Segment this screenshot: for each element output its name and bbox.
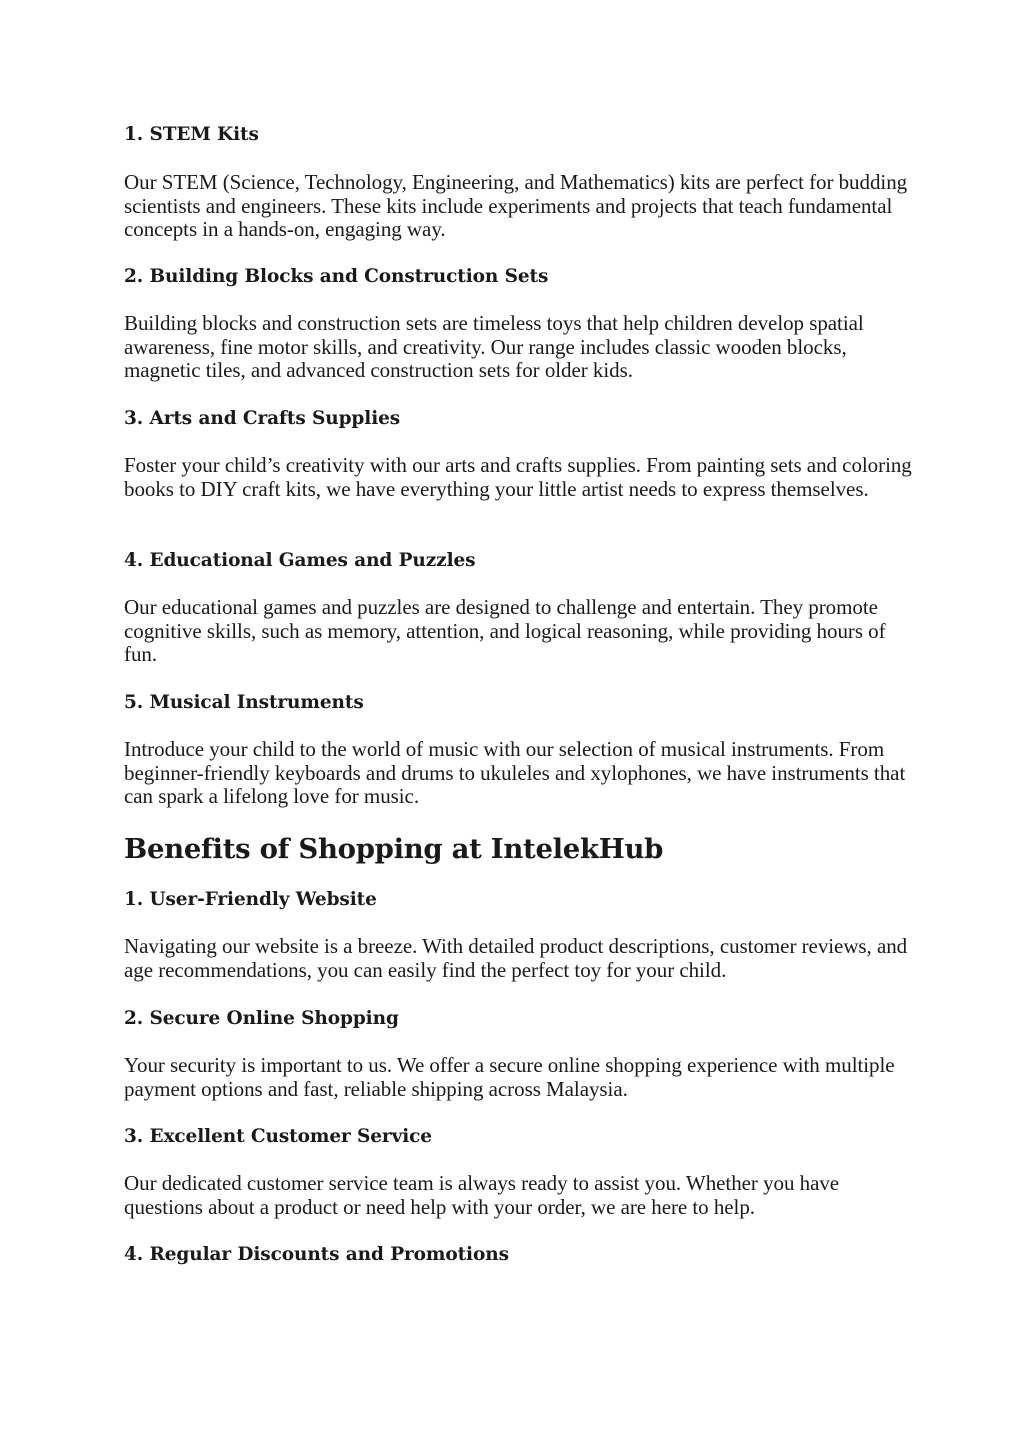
benefit-body-secure-shopping: Your security is important to us. We offer a secure online shopping experience with multiple payment options and fast, reliable shipping across Malaysia. <box>124 1053 895 1101</box>
benefit-body-customer-service: Our dedicated customer service team is always ready to assist you. Whether you have questions about a product or need help with your order, we are here to help. <box>124 1171 840 1219</box>
section-heading-games-puzzles: 4. Educational Games and Puzzles <box>124 550 476 571</box>
section-body-building-blocks: Building blocks and construction sets are timeless toys that help children develop spatial awareness, fine motor skills, and creativity. Our range includes classic wooden blocks, magnetic tiles, and advanced construction sets for older kids. <box>124 311 864 382</box>
section-body-stem-kits: Our STEM (Science, Technology, Engineering, and Mathematics) kits are perfect for budding scientists and engineers. These kits include experiments and projects that teach fundamental concepts in a hands-on, engaging way. <box>124 170 908 241</box>
section-body-musical-instruments: Introduce your child to the world of music with our selection of musical instruments. From beginner-friendly keyboards and drums to ukuleles and xylophones, we have instruments that can spark a lifelong love for music. <box>124 737 906 808</box>
section-body-arts-crafts: Foster your child’s creativity with our arts and crafts supplies. From painting sets and coloring books to DIY craft kits, we have everything your little artist needs to express themselves. <box>124 453 912 501</box>
benefits-title: Benefits of Shopping at IntelekHub <box>124 833 664 865</box>
benefit-heading-discounts: 4. Regular Discounts and Promotions <box>124 1244 509 1265</box>
section-body-games-puzzles: Our educational games and puzzles are designed to challenge and entertain. They promote cognitive skills, such as memory, attention, and logical reasoning, while providing hours of fun. <box>124 595 886 666</box>
section-heading-arts-crafts: 3. Arts and Crafts Supplies <box>124 408 401 429</box>
benefit-heading-customer-service: 3. Excellent Customer Service <box>124 1126 432 1147</box>
section-heading-building-blocks: 2. Building Blocks and Construction Sets <box>124 266 549 287</box>
benefit-heading-secure-shopping: 2. Secure Online Shopping <box>124 1008 399 1029</box>
benefit-body-user-friendly: Navigating our website is a breeze. With detailed product descriptions, customer reviews, and age recommendations, you can easily find the perfect toy for your child. <box>124 934 908 982</box>
benefit-heading-user-friendly: 1. User-Friendly Website <box>124 889 377 910</box>
section-heading-stem-kits: 1. STEM Kits <box>124 124 259 145</box>
section-heading-musical-instruments: 5. Musical Instruments <box>124 692 364 713</box>
